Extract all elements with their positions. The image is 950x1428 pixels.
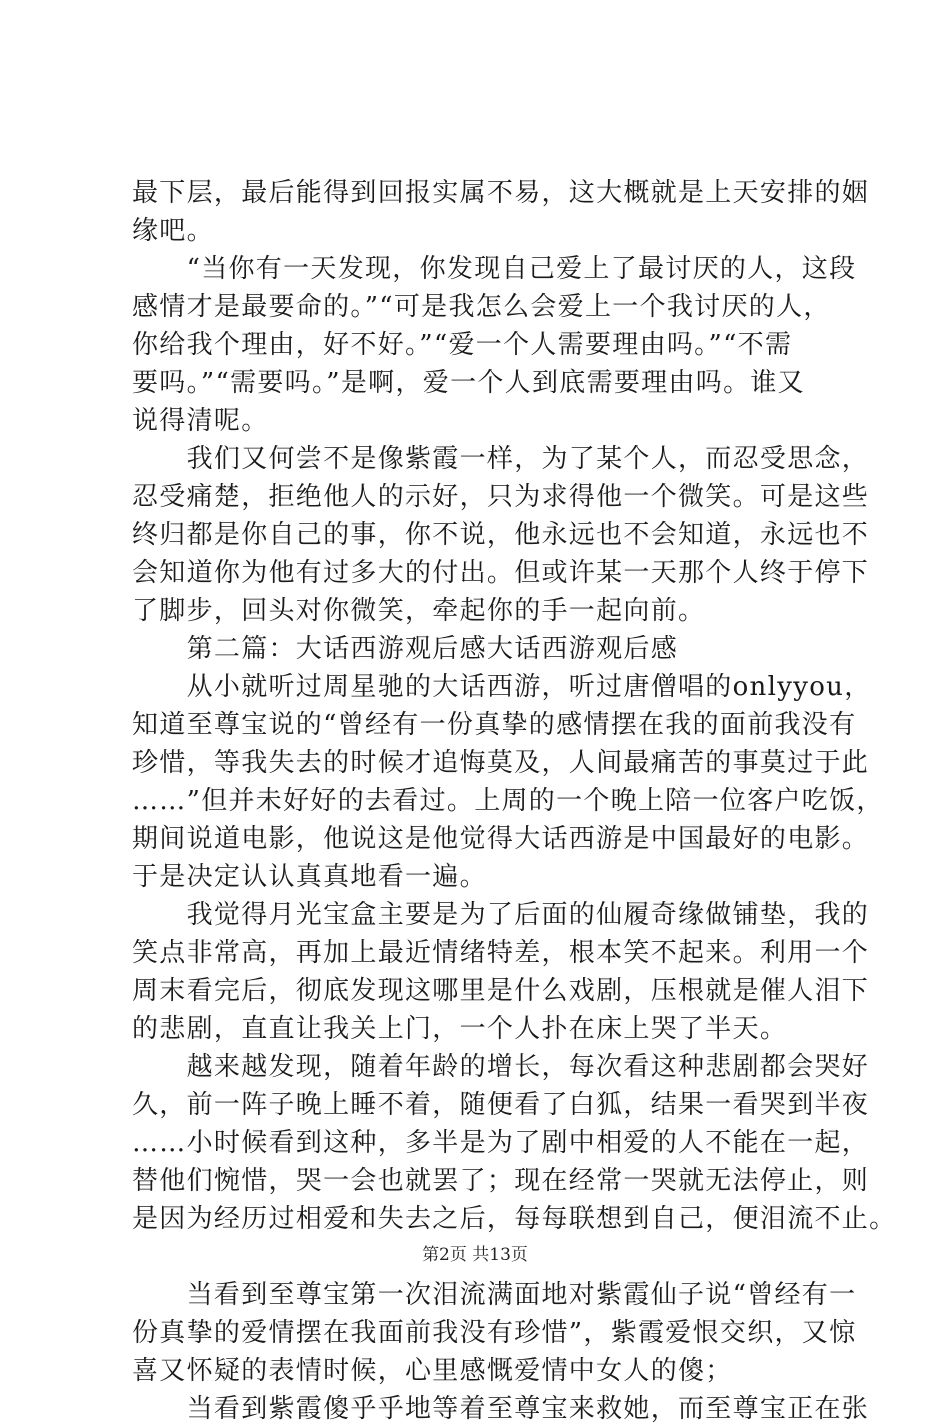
text-line: 你给我个理由，好不好。”“爱一个人需要理由吗。”“不需 [132, 330, 793, 360]
text-line: 越来越发现，随着年龄的增长，每次看这种悲剧都会哭好 [132, 1052, 870, 1082]
text-line: 从小就听过周星驰的大话西游，听过唐僧唱的onlyyou， [132, 672, 872, 702]
text-line: 笑点非常高，再加上最近情绪特差，根本笑不起来。利用一个 [132, 938, 870, 968]
text-line: ……小时候看到这种，多半是为了剧中相爱的人不能在一起， [132, 1128, 870, 1158]
text-line: 的悲剧，直直让我关上门，一个人扑在床上哭了半天。 [132, 1014, 788, 1044]
text-line: 份真挚的爱情摆在我面前我没有珍惜”，紫霞爱恨交织，又惊 [132, 1318, 857, 1348]
text-line: 我们又何尝不是像紫霞一样，为了某个人，而忍受思念， [132, 444, 870, 474]
text-line: 了脚步，回头对你微笑，牵起你的手一起向前。 [132, 596, 706, 626]
text-line: 是因为经历过相爱和失去之后，每每联想到自己，便泪流不止。 [132, 1204, 897, 1234]
text-line: 周末看完后，彻底发现这哪里是什么戏剧，压根就是催人泪下 [132, 976, 870, 1006]
text-line: 要吗。”“需要吗。”是啊，爱一个人到底需要理由吗。谁又 [132, 368, 805, 398]
text-line: 会知道你为他有过多大的付出。但或许某一天那个人终于停下 [132, 558, 870, 588]
page-number-footer: 第2页 共13页 [422, 1245, 528, 1265]
text-line: 于是决定认认真真地看一遍。 [132, 862, 487, 892]
text-line: 忍受痛楚，拒绝他人的示好，只为求得他一个微笑。可是这些 [132, 482, 870, 512]
section-heading: 第二篇：大话西游观后感大话西游观后感 [132, 634, 679, 664]
text-line: 我觉得月光宝盒主要是为了后面的仙履奇缘做铺垫，我的 [132, 900, 870, 930]
text-line: 感情才是最要命的。”“可是我怎么会爱上一个我讨厌的人， [132, 292, 831, 322]
text-line: 当看到至尊宝第一次泪流满面地对紫霞仙子说“曾经有一 [132, 1280, 857, 1310]
text-line: 终归都是你自己的事，你不说，他永远也不会知道，永远也不 [132, 520, 870, 550]
text-line: 期间说道电影，他说这是他觉得大话西游是中国最好的电影。 [132, 824, 870, 854]
text-line: ……”但并未好好的去看过。上周的一个晚上陪一位客户吃饭， [132, 786, 884, 816]
text-line: 知道至尊宝说的“曾经有一份真挚的感情摆在我的面前我没有 [132, 710, 857, 740]
text-line: 珍惜，等我失去的时候才追悔莫及，人间最痛苦的事莫过于此 [132, 748, 870, 778]
text-line: 当看到紫霞傻乎乎地等着至尊宝来救她，而至尊宝正在张 [132, 1394, 870, 1424]
text-line: 喜又怀疑的表情时候，心里感慨爱情中女人的傻； [132, 1356, 733, 1386]
text-line: 缘吧。 [132, 216, 214, 246]
text-line: “当你有一天发现，你发现自己爱上了最讨厌的人，这段 [132, 254, 857, 284]
text-line: 久，前一阵子晚上睡不着，随便看了白狐，结果一看哭到半夜 [132, 1090, 870, 1120]
text-line: 最下层，最后能得到回报实属不易，这大概就是上天安排的姻 [132, 178, 870, 208]
text-line: 替他们惋惜，哭一会也就罢了；现在经常一哭就无法停止，则 [132, 1166, 870, 1196]
text-line: 说得清呢。 [132, 406, 269, 436]
